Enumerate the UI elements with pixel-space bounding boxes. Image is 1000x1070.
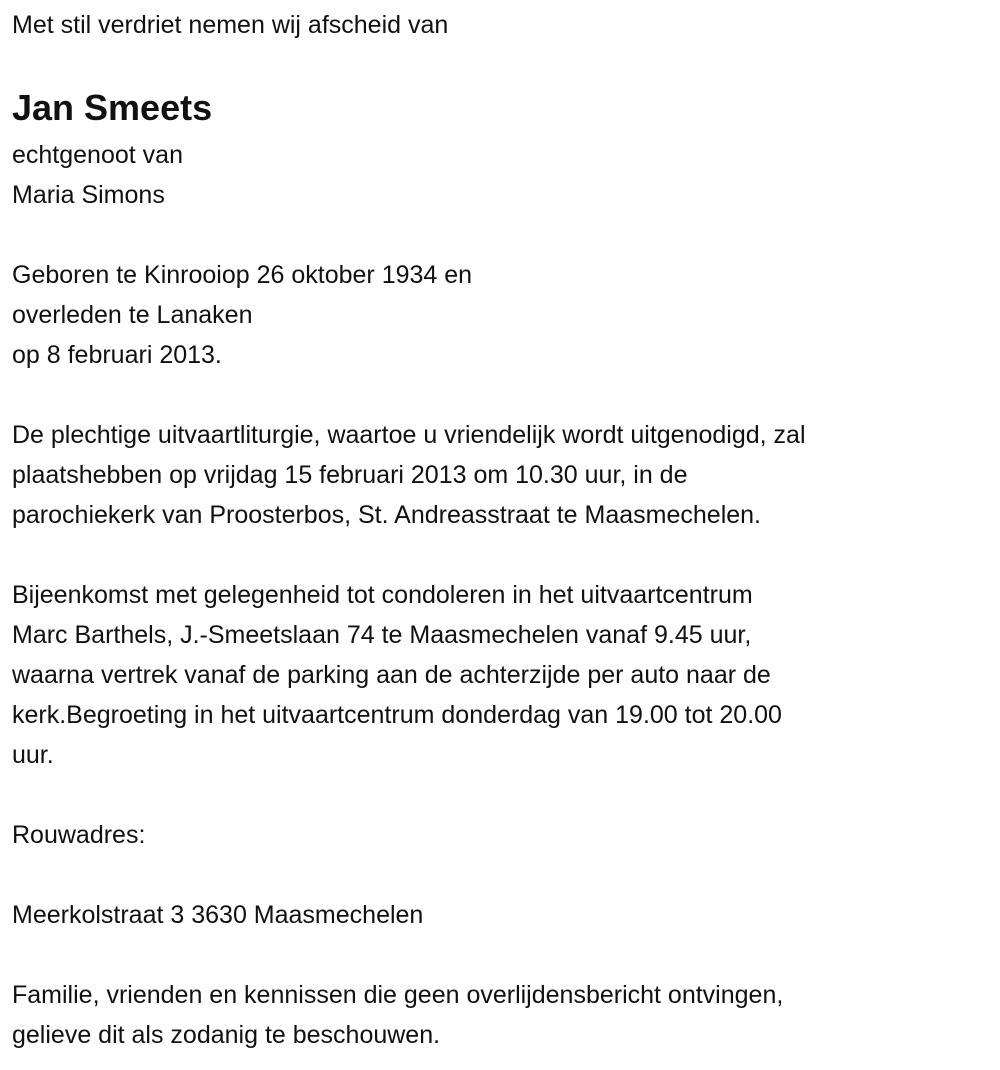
intro-text: Met stil verdriet nemen wij afscheid van [12,11,449,39]
gathering-line: Bijeenkomst met gelegenheid tot condoleren in het uitvaartcentrum [12,581,753,609]
address: Meerkolstraat 3 3630 Maasmechelen [12,901,424,929]
closing-line: Familie, vrienden en kennissen die geen overlijdensbericht ontvingen, [12,981,784,1009]
obituary-notice [12,5,1000,1055]
spouse-name: Maria Simons [12,181,165,209]
gathering-line: waarna vertrek vanaf de parking aan de achterzijde per auto naar de [12,661,771,689]
gathering-line: Marc Barthels, J.-Smeetslaan 74 te Maasmechelen vanaf 9.45 uur, [12,621,752,649]
funeral-line: plaatshebben op vrijdag 15 februari 2013 om 10.30 uur, in de [12,461,688,489]
funeral-line: parochiekerk van Proosterbos, St. Andreasstraat te Maasmechelen. [12,501,761,529]
birth-line: Geboren te Kinrooiop 26 oktober 1934 en [12,261,473,289]
gathering-line: uur. [12,741,54,769]
death-line: overleden te Lanaken [12,301,253,329]
address-label: Rouwadres: [12,821,146,849]
birth-death-block [12,255,1000,375]
gathering-line: kerk.Begroeting in het uitvaartcentrum donderdag van 19.00 tot 20.00 [12,701,782,729]
deceased-name: Jan Smeets [12,87,213,128]
closing-line: gelieve dit als zodanig te beschouwen. [12,1021,441,1049]
death-date-line: op 8 februari 2013. [12,341,222,369]
spouse-block [12,135,1000,215]
funeral-block [12,415,1000,535]
closing-block [12,975,1000,1055]
gathering-block [12,575,1000,775]
funeral-line: De plechtige uitvaartliturgie, waartoe u vriendelijk wordt uitgenodigd, zal [12,421,806,449]
spouse-line: echtgenoot van [12,141,183,169]
